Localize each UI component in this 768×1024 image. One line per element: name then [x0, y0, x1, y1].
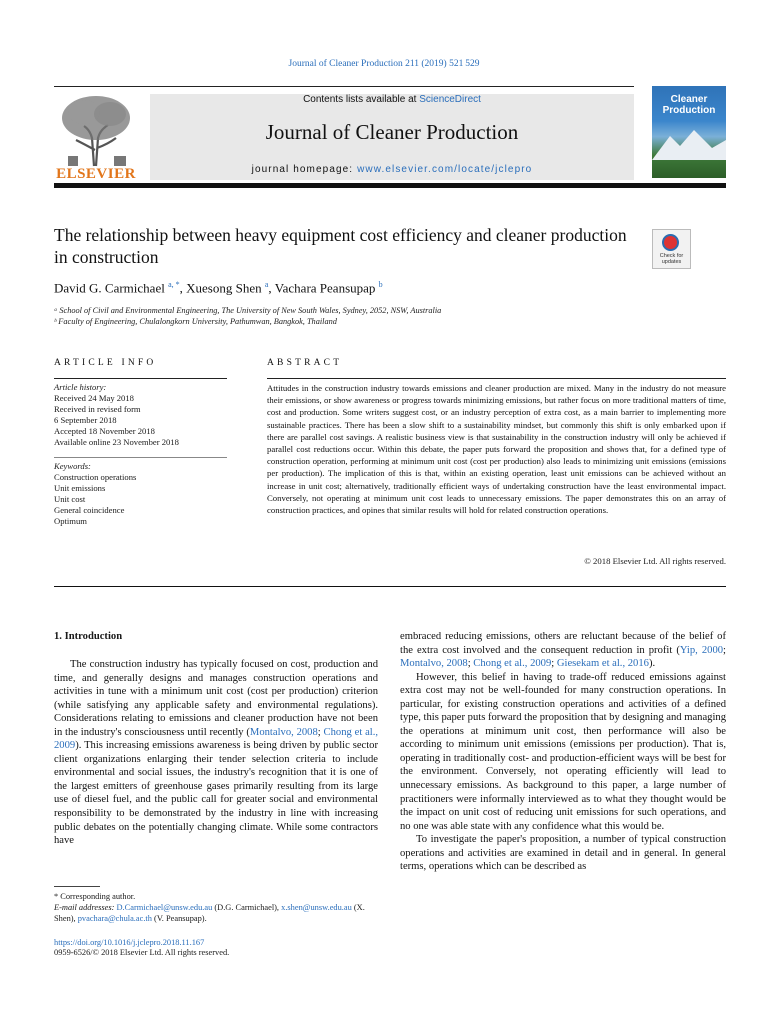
history-label: Article history:	[54, 382, 107, 392]
author-name[interactable]: Xuesong Shen	[186, 280, 262, 296]
keyword-item: Construction operations	[54, 472, 137, 482]
history-entry: Received 24 May 2018	[54, 393, 134, 403]
email-link[interactable]: D.Carmichael@unsw.edu.au	[116, 903, 213, 912]
body-text: ).	[648, 658, 656, 670]
journal-banner	[150, 94, 634, 180]
keywords-label: Keywords:	[54, 461, 91, 471]
sciencedirect-link[interactable]: ScienceDirect	[419, 94, 481, 105]
citation-link[interactable]: Giesekam et al., 2016	[556, 658, 649, 670]
email-owner: (V. Peansupap).	[151, 914, 207, 923]
history-entry: Available online 23 November 2018	[54, 437, 179, 447]
doi-link[interactable]: https://doi.org/10.1016/j.jclepro.2018.11.167	[54, 938, 205, 947]
body-column-left	[54, 658, 378, 848]
journal-title: Journal of Cleaner Production	[265, 120, 519, 144]
citation-link[interactable]: Montalvo, 2008	[400, 658, 468, 670]
abstract-rule	[267, 378, 726, 379]
affiliation: ᵇ Faculty of Engineering, Chulalongkorn University, Pathumwan, Bangkok, Thailand	[54, 317, 337, 326]
history-entry: Received in revised form	[54, 404, 141, 414]
email-link[interactable]: pvachara@chula.ac.th	[77, 914, 152, 923]
article-info-rule	[54, 378, 227, 379]
body-text: The construction industry has typically focused on cost, production and time, and generally designs and manages construction operations and activities in tune with a minimum unit cost (cost per production) criterion (while satisfying any applicable safety and environmental regulations). Considerations relating to emissions and cleaner production have not been in the industry's consciousness until recently (	[54, 659, 378, 738]
body-paragraph: The construction industry has typically focused on cost, production and time, and generally designs and manages construction operations and activities in tune with a minimum unit cost (cost per production) criterion (while satisfying any applicable safety and environmental regulations). Considerations relating to emissions and cleaner production have not been in the industry's consciousness until recently (Montalvo, 2008; Chong et al., 2009). This increasing emissions awareness is being driven by public sector client organizations enlarging their tender selection criteria to include environmental and social issues, the industry's recognition that it is one of the largest emitters of greenhouse gases primarily resulting from its large use of diesel fuel, and the public call for greater social and environmental responsibility to be demonstrated by the industry in line with increasing public debates on the potentially changing climate. While some contractors have	[54, 659, 379, 847]
abstract-heading: ABSTRACT	[267, 358, 343, 368]
header-thick-rule	[54, 183, 726, 188]
cover-title	[652, 94, 726, 116]
abstract-copyright: © 2018 Elsevier Ltd. All rights reserved.	[584, 556, 726, 566]
article-title: The relationship between heavy equipment cost efficiency and cleaner production in construction	[54, 225, 627, 267]
article-info-heading: ARTICLE INFO	[54, 358, 157, 368]
keywords-list	[54, 461, 227, 527]
issn-copyright: 0959-6526/© 2018 Elsevier Ltd. All rights reserved.	[54, 948, 230, 957]
journal-cover-image[interactable]	[652, 86, 726, 178]
crossmark-line2: updates	[661, 259, 682, 265]
header-top-rule	[54, 86, 634, 87]
crossmark-label	[653, 253, 690, 265]
author-name[interactable]: David G. Carmichael	[54, 280, 165, 296]
author-affiliation-mark[interactable]: b	[378, 280, 383, 289]
author-name[interactable]: Vachara Peansupap	[274, 280, 376, 296]
author-affiliation-mark[interactable]: a, *	[168, 280, 180, 289]
body-paragraph: To investigate the paper's proposition, a number of typical construction operations and activities are examined in detail and in general. In general terms, operations which can be described as	[400, 834, 726, 873]
keyword-item: Optimum	[54, 516, 87, 526]
keyword-item: Unit emissions	[54, 483, 106, 493]
crossmark-icon	[662, 234, 679, 251]
email-label: E-mail addresses:	[54, 903, 117, 912]
contents-prefix: Contents lists available at	[303, 94, 420, 105]
author-affiliation-mark[interactable]: a	[264, 280, 269, 289]
journal-homepage-link[interactable]: www.elsevier.com/locate/jclepro	[357, 164, 533, 175]
corresponding-author-note: * Corresponding author.	[54, 892, 136, 901]
history-entry: Accepted 18 November 2018	[54, 426, 155, 436]
mountain-icon	[652, 130, 726, 160]
crossmark-line1: Check for	[659, 253, 684, 259]
article-history	[54, 382, 227, 448]
abstract-text: Attitudes in the construction industry towards emissions and cleaner production are mixed. Many in the industry do not measure their emissions, or show awareness or progress towards minimizing emissions, but rather focus on more traditional matters of time, cost and production. Some writers suggest cost, or an industry perception of extra cost, as a main barrier to implementing more sustainable practices. There has been a slow shift to a sustainability mindset, but commonly this shift is only embarked upon if there are parallel cost savings. A realistic business view is that sustainability in the construction industry will only be achieved if parallel cost reductions occur. Within this debate, the paper puts forward the proposition and shows that, for a defined type of construction operation, performing at minimum unit cost (cost per production) also leads to minimizing unit emissions (emissions per production). The implication of this is that, within an existing operation, least unit emissions can be achieved without an increase in unit cost; alternatively, traditionally efficient ways of undertaking construction have the least environmental impact. Conversely, not operating at minimum unit cost leads to unnecessary emissions. The paper demonstrates this on an array of construction practices, and opines that similar results will hold for related construction operations.	[267, 383, 726, 516]
keyword-item: Unit cost	[54, 494, 86, 504]
author-list: David G. Carmichael $^{a, *}$, Xuesong Shen $^a$, Vachara Peansupap $^b$	[54, 280, 383, 296]
homepage-line	[150, 164, 634, 175]
elsevier-wordmark: ELSEVIER	[56, 166, 136, 182]
body-column-right	[400, 630, 726, 874]
section-divider	[54, 586, 726, 587]
check-for-updates-button[interactable]	[652, 229, 691, 269]
body-paragraph: embraced reducing emissions, others are reluctant because of the belief of the extra cost involved and the consequent reduction in profit (Yip, 2000; Montalvo, 2008; Chong et al., 2009; Giesekam et al., 2016).	[400, 631, 726, 670]
footnote	[54, 891, 378, 924]
keyword-item: General coincidence	[54, 505, 125, 515]
homepage-prefix: journal homepage:	[251, 164, 358, 175]
history-entry: 6 September 2018	[54, 415, 117, 425]
email-owner: (D.G. Carmichael),	[212, 903, 282, 912]
contents-line	[150, 94, 634, 105]
email-owner: (X. Shen),	[54, 903, 365, 923]
journal-citation-link[interactable]: Journal of Cleaner Production 211 (2019) 521 529	[288, 59, 480, 69]
email-addresses	[54, 902, 378, 924]
keywords-rule	[54, 457, 227, 458]
affiliation: ᵃ School of Civil and Environmental Engineering, The University of New South Wales, Sydney, 2052, NSW, Australia	[54, 306, 442, 315]
cover-title-line1: Cleaner	[670, 94, 708, 105]
elsevier-tree-icon	[54, 90, 138, 168]
cover-title-line2: Production	[662, 105, 716, 116]
body-text: embraced reducing emissions, others are reluctant because of the belief of the extra cost involved and the consequent reduction in profit (	[400, 631, 726, 656]
introduction-heading: 1. Introduction	[54, 631, 123, 642]
body-paragraph: However, this belief in having to trade-off reduced emissions against extra cost may not be well-founded for many construction operations. In particular, for existing construction operations and activities of a defined type, this paper puts forward the proposition that by designing and managing the operations at minimum unit cost, then performance will also be according to minimum unit emissions (emissions per production). That is, operating in traditionally cost- and production-efficient ways will be best for the environment. Conversely, not operating efficiently will lead to unnecessary emissions. As background to this paper, a large number of practitioners were informally interviewed as to what they thought would be the impact on unit cost of reducing unit emissions for such operations, and no one was able state with any confidence what this would be.	[400, 671, 726, 832]
email-link[interactable]: x.shen@unsw.edu.au	[281, 903, 352, 912]
footnote-rule	[54, 886, 100, 887]
citation-link[interactable]: Chong et al., 2009	[54, 726, 379, 752]
elsevier-logo[interactable]	[54, 90, 138, 182]
citation-link[interactable]: Yip, 2000	[679, 644, 724, 656]
citation-link[interactable]: Montalvo, 2008	[249, 726, 318, 738]
body-text: ). This increasing emissions awareness is being driven by public sector client organizations enlarging their tender selection criteria to include environmental and social issues, the industry's recognition that it is one of the largest emitters of greenhouse gases primarily resulting from its large use of diesel fuel, and the public call for greater social and environmental responsibility to be demonstrated by the industry in line with increasing public debates on the potentially changing climate. While some contractors have	[54, 740, 378, 847]
citation-link[interactable]: Chong et al., 2009	[473, 658, 552, 670]
